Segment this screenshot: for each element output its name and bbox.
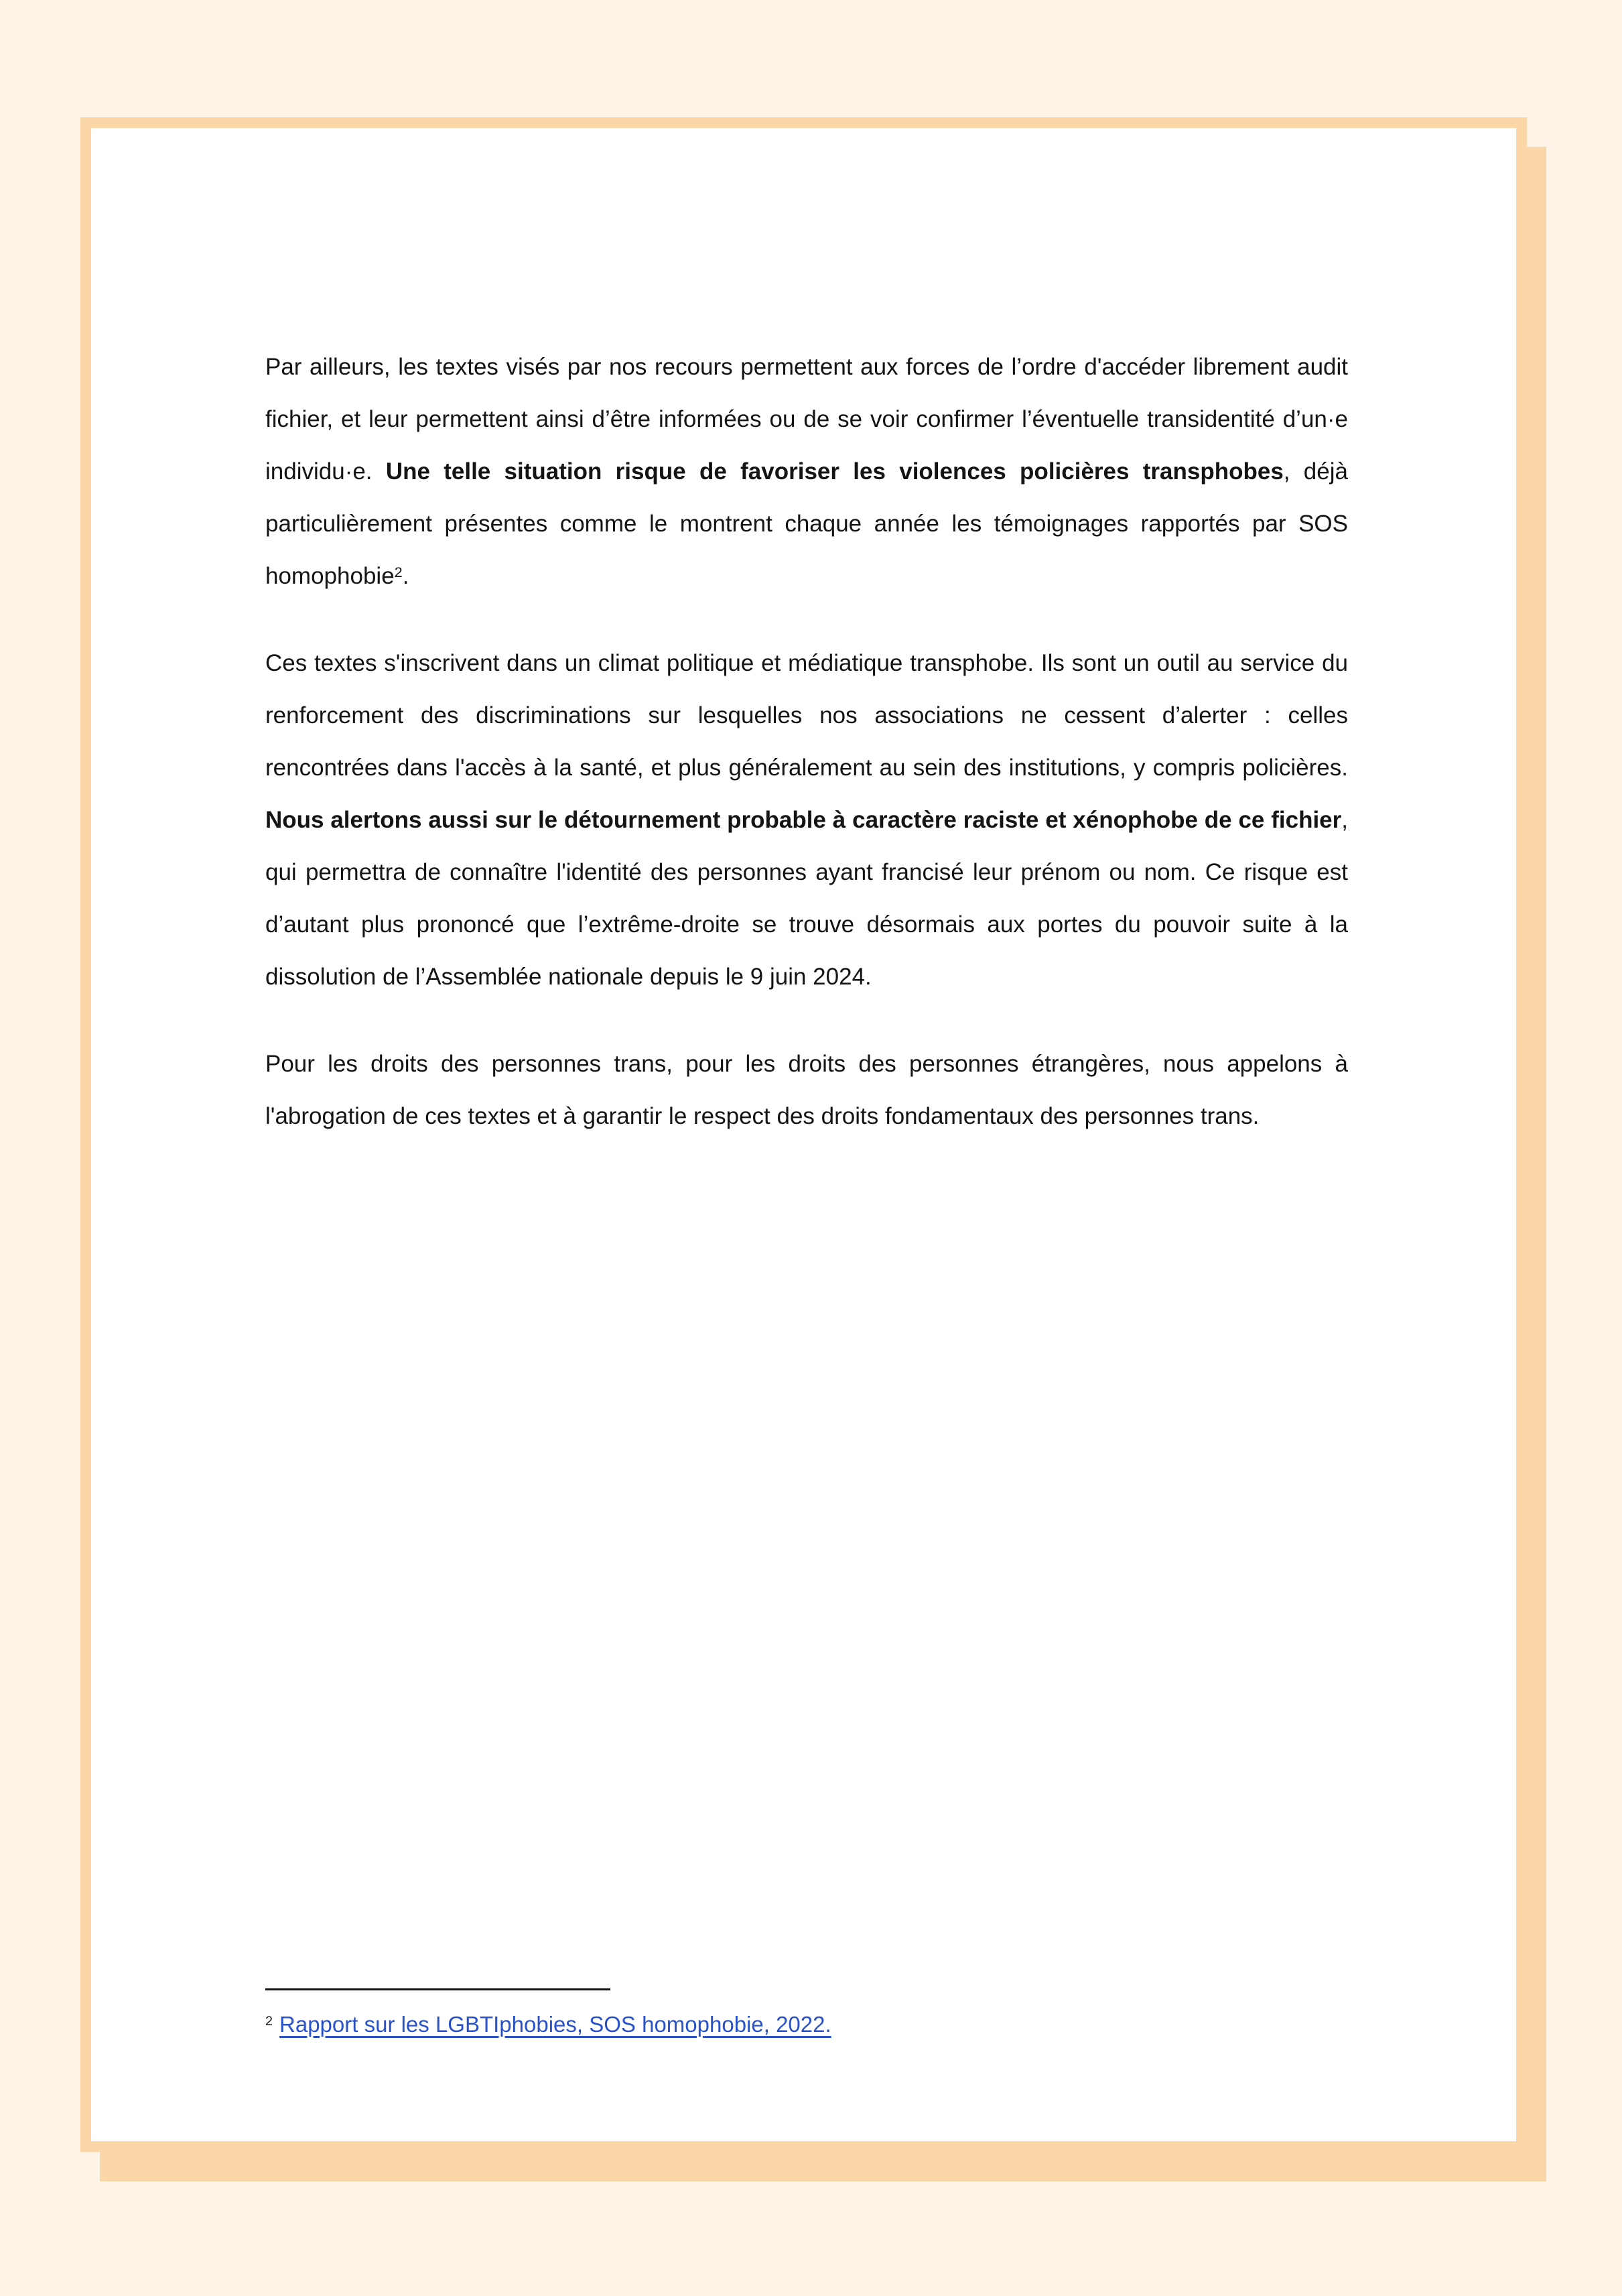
- footnote-link[interactable]: Rapport sur les LGBTIphobies, SOS homophobie, 2022.: [279, 2012, 831, 2037]
- page-text-content: [265, 341, 1348, 1177]
- footnote-separator: [265, 1988, 610, 1990]
- body-paragraph-1: Par ailleurs, les textes visés par nos recours permettent aux forces de l’ordre d'accéder librement audit fichier, et leur permettent ainsi d’être informées ou de se voir confirmer l’éventuelle transidentité d’un·e individu·e. Une telle situation risque de favoriser les violences policières transphobes, déjà particulièrement présentes comme le montrent chaque année les témoignages rapportés par SOS homophobie$^2$.: [265, 354, 1348, 589]
- document-page: [91, 128, 1516, 2141]
- page-border-frame: [80, 117, 1527, 2152]
- footnote-area: [265, 1988, 1348, 2040]
- body-paragraph-3: Pour les droits des personnes trans, pour les droits des personnes étrangères, nous appelons à l'abrogation de ces textes et à garantir le respect des droits fondamentaux des personnes trans.: [265, 1051, 1348, 1129]
- footnote-marker: 2: [265, 2014, 273, 2029]
- footnote: [265, 2009, 1348, 2040]
- body-paragraph-2: Ces textes s'inscrivent dans un climat politique et médiatique transphobe. Ils sont un outil au service du renforcement des discriminations sur lesquelles nos associations ne cessent d’alerter : celles rencontrées dans l'accès à la santé, et plus généralement au sein des institutions, y compris policières. Nous alertons aussi sur le détournement probable à caractère raciste et xénophobe de ce fichier, qui permettra de connaître l'identité des personnes ayant francisé leur prénom ou nom. Ce risque est d’autant plus prononcé que l’extrême-droite se trouve désormais aux portes du pouvoir suite à la dissolution de l’Assemblée nationale depuis le 9 juin 2024.: [265, 650, 1348, 990]
